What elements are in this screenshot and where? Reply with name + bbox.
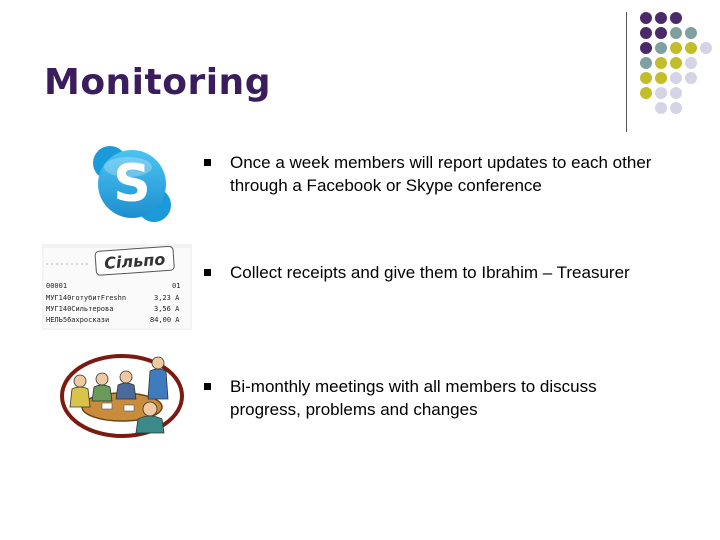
receipt-line-value: 3,56 A [154, 305, 180, 313]
receipt-count: 01 [172, 282, 181, 290]
receipt-line-value: 3,23 A [154, 294, 180, 302]
receipt-line-item: МУГ140Сильтерова [46, 305, 114, 313]
receipt-line-value: 84,00 A [150, 316, 180, 324]
meeting-clipart-image [58, 349, 186, 439]
receipt-number: 00001 [46, 282, 68, 290]
divider-line [626, 12, 627, 132]
bullet-square-icon [204, 159, 211, 166]
skype-logo-icon [90, 143, 174, 225]
receipt-line-item: МУГ140готубитFreshn [46, 294, 127, 302]
svg-text:S: S [113, 154, 151, 214]
bullet-text: Once a week members will report updates to each other through a Facebook or Skype conference [230, 153, 652, 195]
receipt-line-item: НЕЛЬ56ахроскази [46, 316, 110, 324]
decorative-dot-grid [636, 8, 720, 120]
bullet-text: Bi-monthly meetings with all members to discuss progress, problems and changes [230, 377, 597, 419]
bullet-item [204, 261, 664, 284]
bullet-item [204, 151, 664, 197]
bullet-square-icon [204, 269, 211, 276]
slide-title: Monitoring [44, 62, 271, 103]
bullet-square-icon [204, 383, 211, 390]
receipt-image [42, 244, 192, 330]
receipt-logo: Сільпо [103, 249, 166, 273]
bullet-text: Collect receipts and give them to Ibrahim – Treasurer [230, 263, 630, 282]
bullet-item [204, 375, 664, 421]
